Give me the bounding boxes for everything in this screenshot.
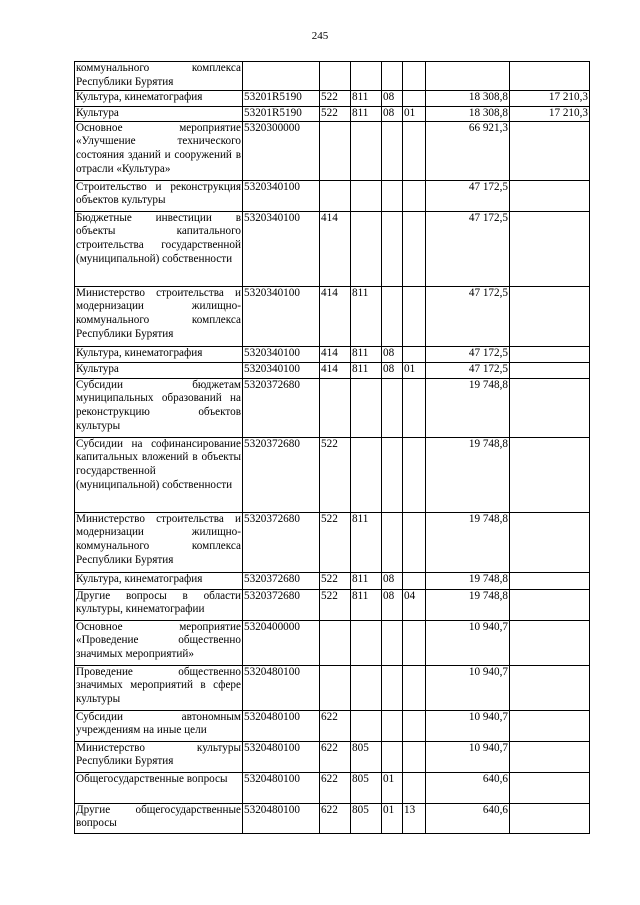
section-code-cell: 08 [382,589,403,620]
amount-year1-cell: 19 748,8 [426,589,510,620]
target-article-code-cell: 5320340100 [243,286,320,346]
subsection-code-cell [403,62,426,91]
amount-year1-cell [426,62,510,91]
department-code-cell: 811 [351,512,382,572]
amount-year1-cell: 19 748,8 [426,378,510,437]
amount-year1-cell: 10 940,7 [426,710,510,741]
expense-type-cell: 414 [320,211,351,286]
department-code-cell: 811 [351,346,382,362]
target-article-code-cell: 5320372680 [243,572,320,589]
amount-year1-cell: 47 172,5 [426,286,510,346]
amount-year2-cell [510,180,590,211]
subsection-code-cell: 13 [403,803,426,833]
item-name-cell: Основное мероприятие «Улучшение технического состояния зданий и сооружений в отрасли «Культура» [75,121,243,180]
table-row [75,180,590,211]
department-code-cell: 811 [351,589,382,620]
expense-type-cell: 522 [320,589,351,620]
subsection-code-cell [403,620,426,665]
department-code-cell [351,437,382,512]
section-code-cell [382,211,403,286]
subsection-code-cell: 01 [403,106,426,121]
subsection-code-cell [403,180,426,211]
amount-year1-cell: 19 748,8 [426,437,510,512]
subsection-code-cell [403,346,426,362]
target-article-code-cell: 5320340100 [243,180,320,211]
section-code-cell [382,620,403,665]
section-code-cell: 08 [382,90,403,106]
target-article-code-cell: 5320372680 [243,437,320,512]
section-code-cell [382,437,403,512]
amount-year2-cell [510,803,590,833]
section-code-cell [382,378,403,437]
amount-year2-cell [510,378,590,437]
target-article-code-cell: 5320340100 [243,362,320,378]
table-row [75,437,590,512]
amount-year1-cell: 47 172,5 [426,180,510,211]
department-code-cell: 811 [351,90,382,106]
budget-table [74,61,590,834]
table-row [75,378,590,437]
table-row [75,589,590,620]
subsection-code-cell [403,286,426,346]
target-article-code-cell: 5320372680 [243,512,320,572]
table-row [75,512,590,572]
target-article-code-cell [243,62,320,91]
amount-year1-cell: 10 940,7 [426,620,510,665]
table-body [75,62,590,834]
amount-year2-cell [510,346,590,362]
subsection-code-cell [403,378,426,437]
department-code-cell [351,620,382,665]
subsection-code-cell [403,572,426,589]
target-article-code-cell: 5320480100 [243,710,320,741]
table-row [75,346,590,362]
item-name-cell: Другие общегосударственные вопросы [75,803,243,833]
item-name-cell: Культура, кинематография [75,90,243,106]
section-code-cell [382,62,403,91]
expense-type-cell: 622 [320,803,351,833]
expense-type-cell: 414 [320,286,351,346]
amount-year2-cell [510,362,590,378]
table-row [75,121,590,180]
expense-type-cell: 522 [320,437,351,512]
amount-year1-cell: 47 172,5 [426,362,510,378]
section-code-cell [382,665,403,710]
department-code-cell: 805 [351,772,382,803]
amount-year2-cell [510,772,590,803]
section-code-cell: 08 [382,106,403,121]
item-name-cell: Строительство и реконструкция объектов культуры [75,180,243,211]
table-row [75,710,590,741]
department-code-cell [351,62,382,91]
target-article-code-cell: 5320480100 [243,741,320,772]
subsection-code-cell [403,211,426,286]
amount-year1-cell: 47 172,5 [426,211,510,286]
table-row [75,772,590,803]
amount-year2-cell [510,665,590,710]
expense-type-cell [320,620,351,665]
department-code-cell [351,211,382,286]
subsection-code-cell [403,90,426,106]
amount-year2-cell [510,620,590,665]
target-article-code-cell: 5320340100 [243,346,320,362]
subsection-code-cell [403,665,426,710]
amount-year1-cell: 18 308,8 [426,106,510,121]
target-article-code-cell: 5320480100 [243,803,320,833]
expense-type-cell [320,62,351,91]
subsection-code-cell [403,710,426,741]
table-row [75,741,590,772]
target-article-code-cell: 53201R5190 [243,90,320,106]
item-name-cell: Субсидии на софинансирование капитальных вложений в объекты государственной (муниципальной) собственности [75,437,243,512]
section-code-cell: 08 [382,346,403,362]
item-name-cell: Министерство строительства и модернизации жилищно-коммунального комплекса Республики Бурятия [75,286,243,346]
target-article-code-cell: 5320400000 [243,620,320,665]
item-name-cell: Культура [75,106,243,121]
item-name-cell: Бюджетные инвестиции в объекты капитального строительства государственной (муниципальной) собственности [75,211,243,286]
subsection-code-cell: 04 [403,589,426,620]
expense-type-cell [320,180,351,211]
section-code-cell [382,121,403,180]
amount-year2-cell [510,121,590,180]
amount-year2-cell [510,286,590,346]
amount-year1-cell: 47 172,5 [426,346,510,362]
amount-year2-cell [510,710,590,741]
subsection-code-cell [403,437,426,512]
expense-type-cell: 522 [320,106,351,121]
table-row [75,620,590,665]
department-code-cell: 811 [351,572,382,589]
table-row [75,803,590,833]
expense-type-cell: 414 [320,362,351,378]
item-name-cell: Министерство строительства и модернизации жилищно-коммунального комплекса Республики Бурятия [75,512,243,572]
expense-type-cell: 622 [320,741,351,772]
amount-year2-cell: 17 210,3 [510,106,590,121]
expense-type-cell: 522 [320,572,351,589]
amount-year2-cell [510,589,590,620]
department-code-cell: 805 [351,741,382,772]
expense-type-cell: 622 [320,772,351,803]
item-name-cell: коммунального комплекса Республики Бурятия [75,62,243,91]
amount-year1-cell: 10 940,7 [426,665,510,710]
department-code-cell [351,121,382,180]
department-code-cell: 811 [351,286,382,346]
expense-type-cell [320,378,351,437]
department-code-cell [351,180,382,211]
expense-type-cell: 622 [320,710,351,741]
table-row [75,362,590,378]
department-code-cell: 811 [351,106,382,121]
amount-year1-cell: 66 921,3 [426,121,510,180]
amount-year2-cell [510,437,590,512]
section-code-cell: 08 [382,362,403,378]
amount-year2-cell [510,62,590,91]
subsection-code-cell [403,741,426,772]
item-name-cell: Культура [75,362,243,378]
item-name-cell: Субсидии бюджетам муниципальных образований на реконструкцию объектов культуры [75,378,243,437]
section-code-cell: 08 [382,572,403,589]
table-row [75,572,590,589]
target-article-code-cell: 5320340100 [243,211,320,286]
section-code-cell [382,180,403,211]
table-row [75,106,590,121]
target-article-code-cell: 53201R5190 [243,106,320,121]
section-code-cell [382,741,403,772]
amount-year2-cell [510,572,590,589]
expense-type-cell [320,665,351,710]
expense-type-cell: 522 [320,90,351,106]
amount-year2-cell [510,211,590,286]
table-row [75,665,590,710]
table-row [75,90,590,106]
subsection-code-cell [403,772,426,803]
target-article-code-cell: 5320480100 [243,772,320,803]
amount-year1-cell: 19 748,8 [426,572,510,589]
item-name-cell: Культура, кинематография [75,346,243,362]
expense-type-cell [320,121,351,180]
section-code-cell [382,512,403,572]
target-article-code-cell: 5320300000 [243,121,320,180]
table-row [75,62,590,91]
section-code-cell: 01 [382,803,403,833]
amount-year2-cell: 17 210,3 [510,90,590,106]
amount-year1-cell: 640,6 [426,772,510,803]
page-number: 245 [311,30,329,42]
department-code-cell: 805 [351,803,382,833]
table-row [75,211,590,286]
subsection-code-cell [403,512,426,572]
table-row [75,286,590,346]
amount-year1-cell: 18 308,8 [426,90,510,106]
department-code-cell: 811 [351,362,382,378]
department-code-cell [351,710,382,741]
item-name-cell: Основное мероприятие «Проведение общественно значимых мероприятий» [75,620,243,665]
target-article-code-cell: 5320372680 [243,589,320,620]
item-name-cell: Субсидии автономным учреждениям на иные цели [75,710,243,741]
expense-type-cell: 414 [320,346,351,362]
amount-year1-cell: 10 940,7 [426,741,510,772]
item-name-cell: Культура, кинематография [75,572,243,589]
item-name-cell: Общегосударственные вопросы [75,772,243,803]
target-article-code-cell: 5320372680 [243,378,320,437]
amount-year1-cell: 19 748,8 [426,512,510,572]
item-name-cell: Министерство культуры Республики Бурятия [75,741,243,772]
amount-year1-cell: 640,6 [426,803,510,833]
target-article-code-cell: 5320480100 [243,665,320,710]
item-name-cell: Проведение общественно значимых мероприятий в сфере культуры [75,665,243,710]
item-name-cell: Другие вопросы в области культуры, кинематографии [75,589,243,620]
amount-year2-cell [510,512,590,572]
subsection-code-cell: 01 [403,362,426,378]
department-code-cell [351,665,382,710]
section-code-cell [382,286,403,346]
amount-year2-cell [510,741,590,772]
department-code-cell [351,378,382,437]
expense-type-cell: 522 [320,512,351,572]
subsection-code-cell [403,121,426,180]
section-code-cell: 01 [382,772,403,803]
section-code-cell [382,710,403,741]
